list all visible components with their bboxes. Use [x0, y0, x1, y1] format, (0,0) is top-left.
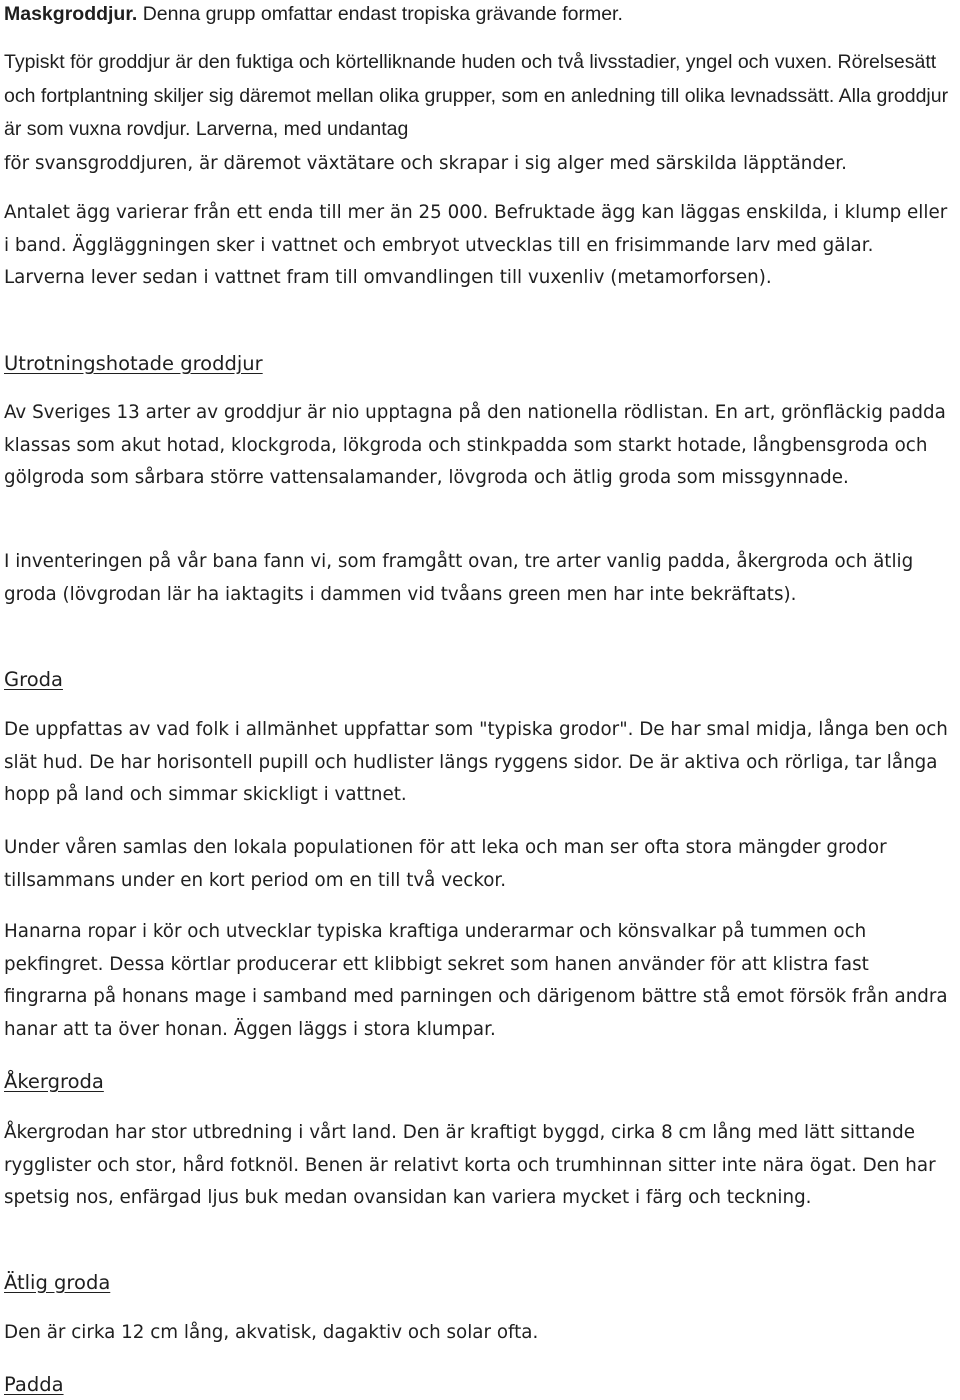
groda-paragraph-3: Hanarna ropar i kör och utvecklar typiska kraftiga underarmar och könsvalkar på tummen och pekfingret. Dessa körtlar producerar ett klibbigt sekret som hanen använder för att klistra fast fingrarna på honans mage i samband med parningen och därigenom bättre stå emot försök från andra hanar att ta över honan. Äggen läggs i stora klumpar.: [4, 921, 948, 1041]
akergroda-paragraph-1: Åkergrodan har stor utbredning i vårt land. Den är kraftigt byggd, cirka 8 cm lång med lätt sittande rygglister och stor, hård fotknöl. Benen är relativt korta och trumhinnan sitter inte nära ögat. Den har spetsig nos, enfärgad ljus buk medan ovansidan kan variera mycket i färg och teckning.: [4, 1122, 936, 1209]
section-heading-endangered: Utrotningshotade groddjur: [4, 352, 263, 375]
section-heading-akergroda: Åkergroda: [4, 1070, 104, 1093]
intro-paragraph-1: [4, 0, 960, 32]
section-heading-padda: Padda: [4, 1373, 64, 1396]
section-heading-groda: Groda: [4, 668, 63, 691]
groda-paragraph-2: Under våren samlas den lokala populationen för att leka och man ser ofta stora mängder grodor tillsammans under en kort period om en till två veckor.: [4, 837, 887, 891]
intro-paragraph-2-continuation: för svansgroddjuren, är däremot växtätare och skrapar i sig alger med särskilda läpptänder.: [4, 152, 847, 174]
section-heading-atlig-groda: Ätlig groda: [4, 1271, 111, 1294]
intro-paragraph-2: [4, 46, 954, 180]
atlig-groda-paragraph-1: Den är cirka 12 cm lång, akvatisk, dagaktiv och solar ofta.: [4, 1322, 539, 1343]
groda-paragraph-1: De uppfattas av vad folk i allmänhet uppfattar som "typiska grodor". De har smal midja, långa ben och slät hud. De har horisontell pupill och hudlister längs ryggens sidor. De är aktiva och rörliga, tar långa hopp på land och simmar skickligt i vattnet.: [4, 719, 948, 806]
maskgroddjur-term: Maskgroddjur.: [4, 3, 138, 25]
intro-paragraph-2-text: Typiskt för groddjur är den fuktiga och körtelliknande huden och två livsstadier, yngel och vuxen. Rörelsesätt och fortplantning skiljer sig däremot mellan olika grupper, som en anledning till olika levnadssätt. Alla groddjur är som vuxna rovdjur. Larverna, med undantag: [4, 51, 949, 140]
endangered-paragraph-2: I inventeringen på vår bana fann vi, som framgått ovan, tre arter vanlig padda, åkergroda och ätlig groda (lövgrodan lär ha iaktagits i dammen vid tvåans green men har inte bekräftats).: [4, 551, 914, 605]
endangered-paragraph-1: Av Sveriges 13 arter av groddjur är nio upptagna på den nationella rödlistan. En art, grönfläckig padda klassas som akut hotad, klockgroda, lökgroda och stinkpadda som starkt hotade, långbensgroda och gölgroda som sårbara större vattensalamander, lövgroda och ätlig groda som missgynnade.: [4, 402, 946, 489]
intro-paragraph-3: Antalet ägg varierar från ett enda till mer än 25 000. Befruktade ägg kan läggas enskilda, i klump eller i band. Äggläggningen sker i vattnet och embryot utvecklas till en frisimmande larv med gälar. Larverna lever sedan i vattnet fram till omvandlingen till vuxenliv (metamorforsen).: [4, 202, 948, 289]
maskgroddjur-description: Denna grupp omfattar endast tropiska grävande former.: [137, 3, 623, 25]
